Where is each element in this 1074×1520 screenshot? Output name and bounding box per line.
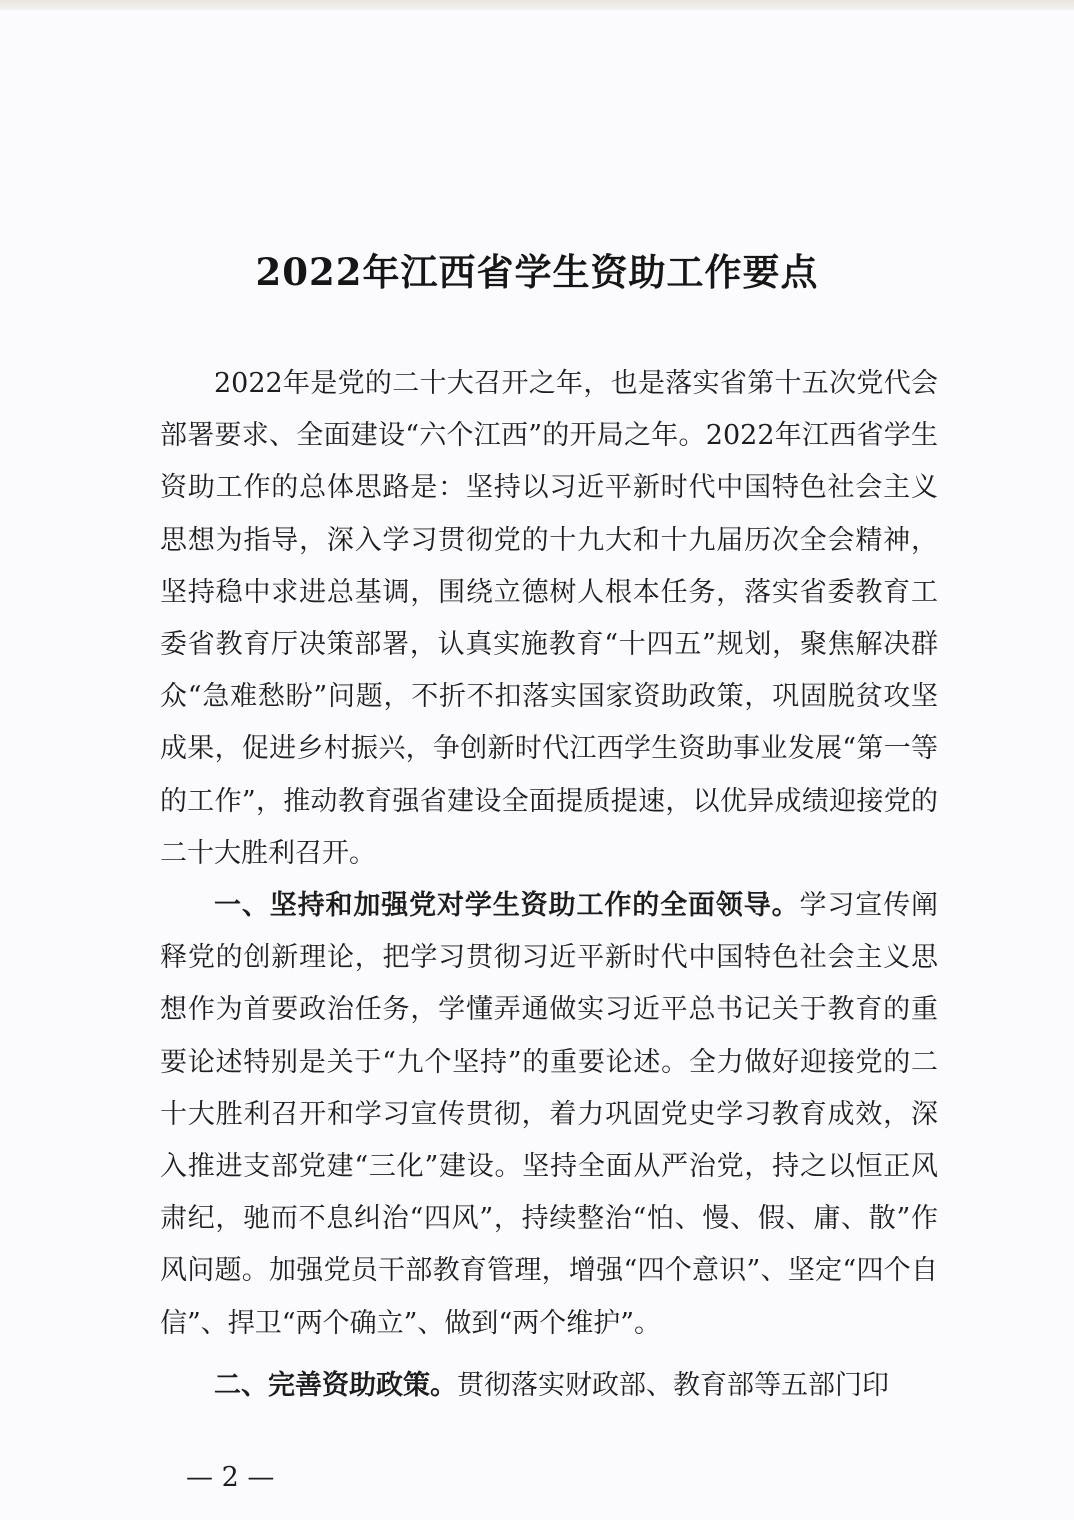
intro-paragraph: 2022年是党的二十大召开之年，也是落实省第十五次党代会部署要求、全面建设“六个江西”的开局之年。2022年江西省学生资助工作的总体思路是：坚持以习近平新时代中国特色社会主义思想为指导，深入学习贯彻党的十九大和十九届历次全会精神，坚持稳中求进总基调，围绕立德树人根本任务，落实省委教育工委省教育厅决策部署，认真实施教育“十四五”规划，聚焦解决群众“急难愁盼”问题，不折不扣落实国家资助政策，巩固脱贫攻坚成果，促进乡村振兴，争创新时代江西学生资助事业发展“第一等的工作”，推动教育强省建设全面提质提速，以优异成绩迎接党的二十大胜利召开。 <box>160 368 938 869</box>
section-2-paragraph <box>160 1360 938 1412</box>
section-2-heading: 二、完善资助政策。 <box>214 1369 457 1401</box>
section-1-text: 学习宣传阐释党的创新理论，把学习贯彻习近平新时代中国特色社会主义思想作为首要政治任务，学懂弄通做实习近平总书记关于教育的重要论述特别是关于“九个坚持”的重要论述。全力做好迎接党的二十大胜利召开和学习宣传贯彻，着力巩固党史学习教育成效，深入推进支部党建“三化”建设。坚持全面从严治党，持之以恒正风肃纪，驰而不息纠治“四风”，持续整治“怕、慢、假、庸、散”作风问题。加强党员干部教育管理，增强“四个意识”、坚定“四个自信”、捍卫“两个确立”、做到“两个维护”。 <box>160 890 939 1339</box>
section-2-text: 贯彻落实财政部、教育部等五部门印 <box>457 1369 889 1401</box>
document-page <box>0 10 1074 1520</box>
document-title: 2022年江西省学生资助工作要点 <box>255 250 819 294</box>
section-1-heading: 一、坚持和加强党对学生资助工作的全面领导。 <box>214 890 800 922</box>
document-body <box>160 358 938 1412</box>
scan-top-edge <box>0 0 1074 10</box>
page-number: — 2 — <box>186 1462 275 1493</box>
section-1-paragraph <box>160 880 938 1350</box>
